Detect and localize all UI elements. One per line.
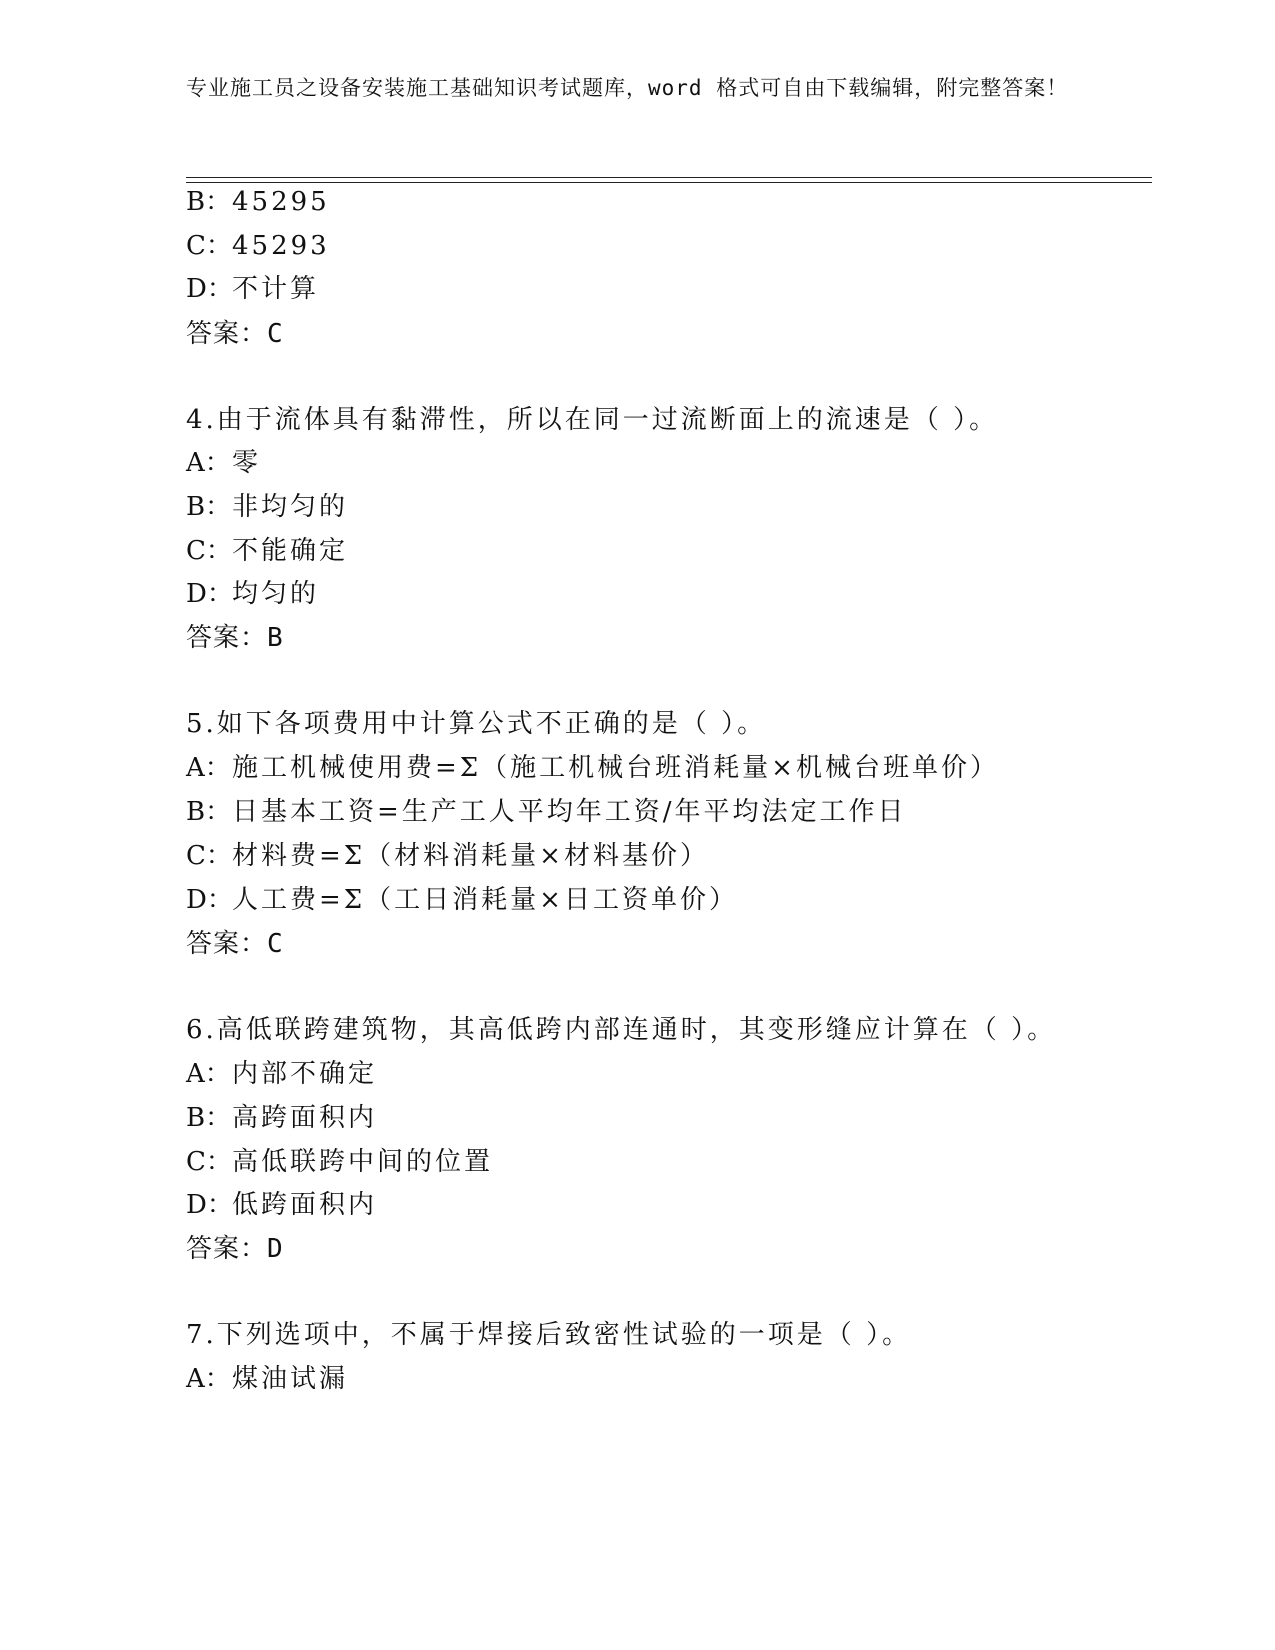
option-label: C： xyxy=(186,1147,232,1177)
header-divider-bottom xyxy=(186,182,1152,183)
answer-value: B xyxy=(267,623,284,653)
option-a xyxy=(186,1058,377,1090)
option-label: C： xyxy=(186,231,232,261)
option-a xyxy=(186,1363,348,1395)
option-label: A： xyxy=(186,448,231,478)
option-c xyxy=(186,535,348,567)
option-text: 不计算 xyxy=(232,274,320,304)
option-label: C： xyxy=(186,841,232,871)
option-text: 材料费=Σ（材料消耗量×材料基价） xyxy=(232,841,709,871)
answer-value: C xyxy=(267,929,284,959)
answer-label: 答案： xyxy=(186,929,268,959)
option-c xyxy=(186,1146,493,1178)
option-d xyxy=(186,578,319,610)
option-label: D： xyxy=(186,1190,233,1220)
option-text: 日基本工资=生产工人平均年工资/年平均法定工作日 xyxy=(232,797,907,827)
option-text: 低跨面积内 xyxy=(232,1190,378,1220)
question-stem: 7.下列选项中，不属于焊接后致密性试验的一项是（ ）。 xyxy=(186,1320,912,1350)
option-d xyxy=(186,1189,377,1221)
answer-label: 答案： xyxy=(186,1234,268,1264)
option-text: 均匀的 xyxy=(232,579,320,609)
question-stem: 4.由于流体具有黏滞性，所以在同一过流断面上的流速是（ ）。 xyxy=(186,405,999,435)
option-text: 45293 xyxy=(232,231,330,261)
option-text: 不能确定 xyxy=(232,536,349,566)
option-b xyxy=(186,186,330,218)
answer-line xyxy=(186,622,284,654)
option-a xyxy=(186,752,999,784)
option-label: A： xyxy=(186,753,231,783)
option-label: A： xyxy=(186,1364,231,1394)
option-label: C： xyxy=(186,536,232,566)
answer-value: C xyxy=(267,319,284,349)
option-c xyxy=(186,230,330,262)
answer-value: D xyxy=(267,1234,284,1264)
option-b xyxy=(186,1102,377,1134)
header-divider-top xyxy=(186,177,1152,178)
answer-line xyxy=(186,1233,284,1265)
answer-label: 答案： xyxy=(186,623,268,653)
question-stem: 6.高低联跨建筑物，其高低跨内部连通时，其变形缝应计算在（ ）。 xyxy=(186,1015,1057,1045)
option-b xyxy=(186,796,907,828)
answer-line xyxy=(186,928,284,960)
option-label: B： xyxy=(186,187,232,217)
option-text: 零 xyxy=(232,448,262,478)
option-d xyxy=(186,273,319,305)
document-header: 专业施工员之设备安装施工基础知识考试题库，word 格式可自由下载编辑，附完整答案！ xyxy=(186,76,1069,100)
answer-line xyxy=(186,318,284,350)
option-d xyxy=(186,884,738,916)
option-label: B： xyxy=(186,492,232,522)
option-label: B： xyxy=(186,797,232,827)
option-text: 非均匀的 xyxy=(232,492,349,522)
option-text: 内部不确定 xyxy=(232,1059,378,1089)
option-label: A： xyxy=(186,1059,231,1089)
option-a xyxy=(186,447,261,479)
option-c xyxy=(186,840,709,872)
option-text: 施工机械使用费=Σ（施工机械台班消耗量×机械台班单价） xyxy=(232,753,999,783)
option-text: 高低联跨中间的位置 xyxy=(232,1147,494,1177)
option-label: D： xyxy=(186,274,233,304)
option-text: 人工费=Σ（工日消耗量×日工资单价） xyxy=(232,885,738,915)
option-label: D： xyxy=(186,885,233,915)
option-text: 高跨面积内 xyxy=(232,1103,378,1133)
answer-label: 答案： xyxy=(186,319,268,349)
option-text: 煤油试漏 xyxy=(232,1364,349,1394)
option-label: B： xyxy=(186,1103,232,1133)
question-stem: 5.如下各项费用中计算公式不正确的是（ ）。 xyxy=(186,709,767,739)
option-label: D： xyxy=(186,579,233,609)
option-text: 45295 xyxy=(232,187,330,217)
option-b xyxy=(186,491,348,523)
